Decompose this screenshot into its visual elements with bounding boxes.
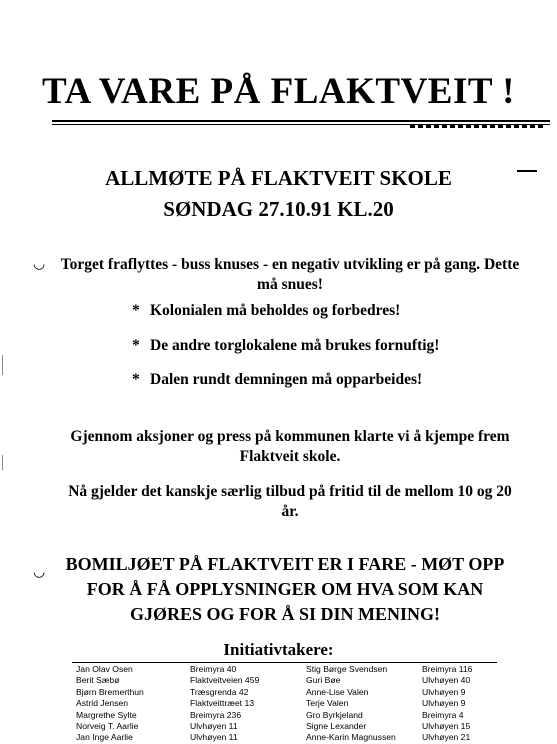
initiator-name: Jan Olav Osen [76, 664, 133, 674]
initiator-name: Terje Valen [306, 698, 349, 709]
initiators-rule [72, 662, 497, 663]
initiator-name: Astrid Jensen [76, 698, 129, 709]
bullet-item [132, 302, 400, 320]
initiator-address: Flaktveittræet 13 [190, 698, 254, 709]
initiator-name: Stig Børge Svendsen [306, 664, 388, 674]
alert-line-1: BOMILJØET PÅ FLAKTVEIT ER I FARE - MØT OPP [65, 554, 505, 574]
initiator-name: Signe Lexander [306, 720, 367, 731]
scan-mark-curve-2: ◡ [33, 564, 46, 580]
initiator-address: Ulvhøyen 11 [190, 720, 238, 731]
meeting-place: ALLMØTE PÅ FLAKTVEIT SKOLE [105, 166, 452, 190]
initiator-address: Breimyra 4 [422, 709, 464, 720]
initiator-name: Gro Byrkjeland [306, 709, 363, 720]
initiator-name: Anne-Lise Valen [306, 686, 369, 697]
school-paragraph: Gjennom aksjoner og press på kommunen klarte vi å kjempe frem Flaktveit skole. [70, 428, 510, 465]
alert-line-2: FOR Å FÅ OPPLYSNINGER OM HVA SOM KAN [86, 579, 484, 599]
alert-line-3: GJØRES OG FOR Å SI DIN MENING! [129, 604, 441, 624]
initiator-name: Anne-Karin Magnussen [306, 732, 396, 743]
bullet-star: * [132, 337, 140, 354]
initiator-name: Margrethe Sylte [76, 709, 137, 720]
bullet-star: * [132, 302, 140, 319]
initiator-address: Breimyra 236 [190, 709, 242, 720]
bullet-text: De andre torglokalene må brukes fornuftig! [150, 337, 440, 354]
initiator-name: Bjørn Bremerthun [76, 686, 144, 697]
initiator-address: Ulvhøyen 15 [422, 720, 471, 731]
initiators-right-addresses [422, 664, 472, 744]
initiators-right-names [306, 664, 396, 744]
initiators-left-names [76, 664, 144, 744]
initiator-name: Berit Sæbø [76, 675, 120, 686]
initiator-address: Ulvhøyen 9 [422, 686, 466, 697]
bullet-text: Dalen rundt demningen må opparbeides! [150, 371, 423, 388]
page-title: TA VARE PÅ FLAKTVEIT ! [42, 71, 515, 112]
bullet-item [132, 337, 439, 355]
bullet-item [132, 371, 422, 389]
initiator-name: Norveig T. Aarlie [76, 720, 139, 731]
scan-mark-edge-1 [2, 355, 3, 375]
initiator-address: Breimyra 116 [422, 664, 473, 674]
initiator-name: Guri Bøe [306, 675, 341, 686]
initiators-heading: Initiativtakere: [223, 640, 334, 659]
initiator-address: Træsgrenda 42 [190, 686, 249, 697]
initiator-name: Jan Inge Aarlie [76, 732, 133, 743]
bullet-text: Kolonialen må beholdes og forbedres! [150, 302, 401, 319]
title-dashed-rule [410, 125, 545, 128]
scan-mark-edge-2 [2, 455, 3, 470]
initiator-address: Flaktveitveien 459 [190, 675, 260, 686]
meeting-datetime: SØNDAG 27.10.91 KL.20 [163, 197, 394, 221]
scan-mark-curve-1: ◡ [33, 256, 46, 272]
initiator-address: Ulvhøyen 40 [422, 675, 471, 686]
title-rule-top [52, 120, 550, 122]
initiator-address: Breimyra 40 [190, 664, 237, 674]
bullet-star: * [132, 371, 140, 388]
initiator-address: Ulvhøyen 9 [422, 698, 466, 709]
intro-text: Torget fraflyttes - buss knuses - en negativ utvikling er på gang. Dette må snues! [60, 256, 520, 293]
initiator-address: Ulvhøyen 11 [190, 732, 238, 743]
leisure-paragraph: Nå gjelder det kanskje særlig tilbud på fritid til de mellom 10 og 20 år. [68, 483, 512, 520]
initiator-address: Ulvhøyen 21 [422, 732, 471, 743]
initiators-left-addresses [190, 664, 259, 744]
